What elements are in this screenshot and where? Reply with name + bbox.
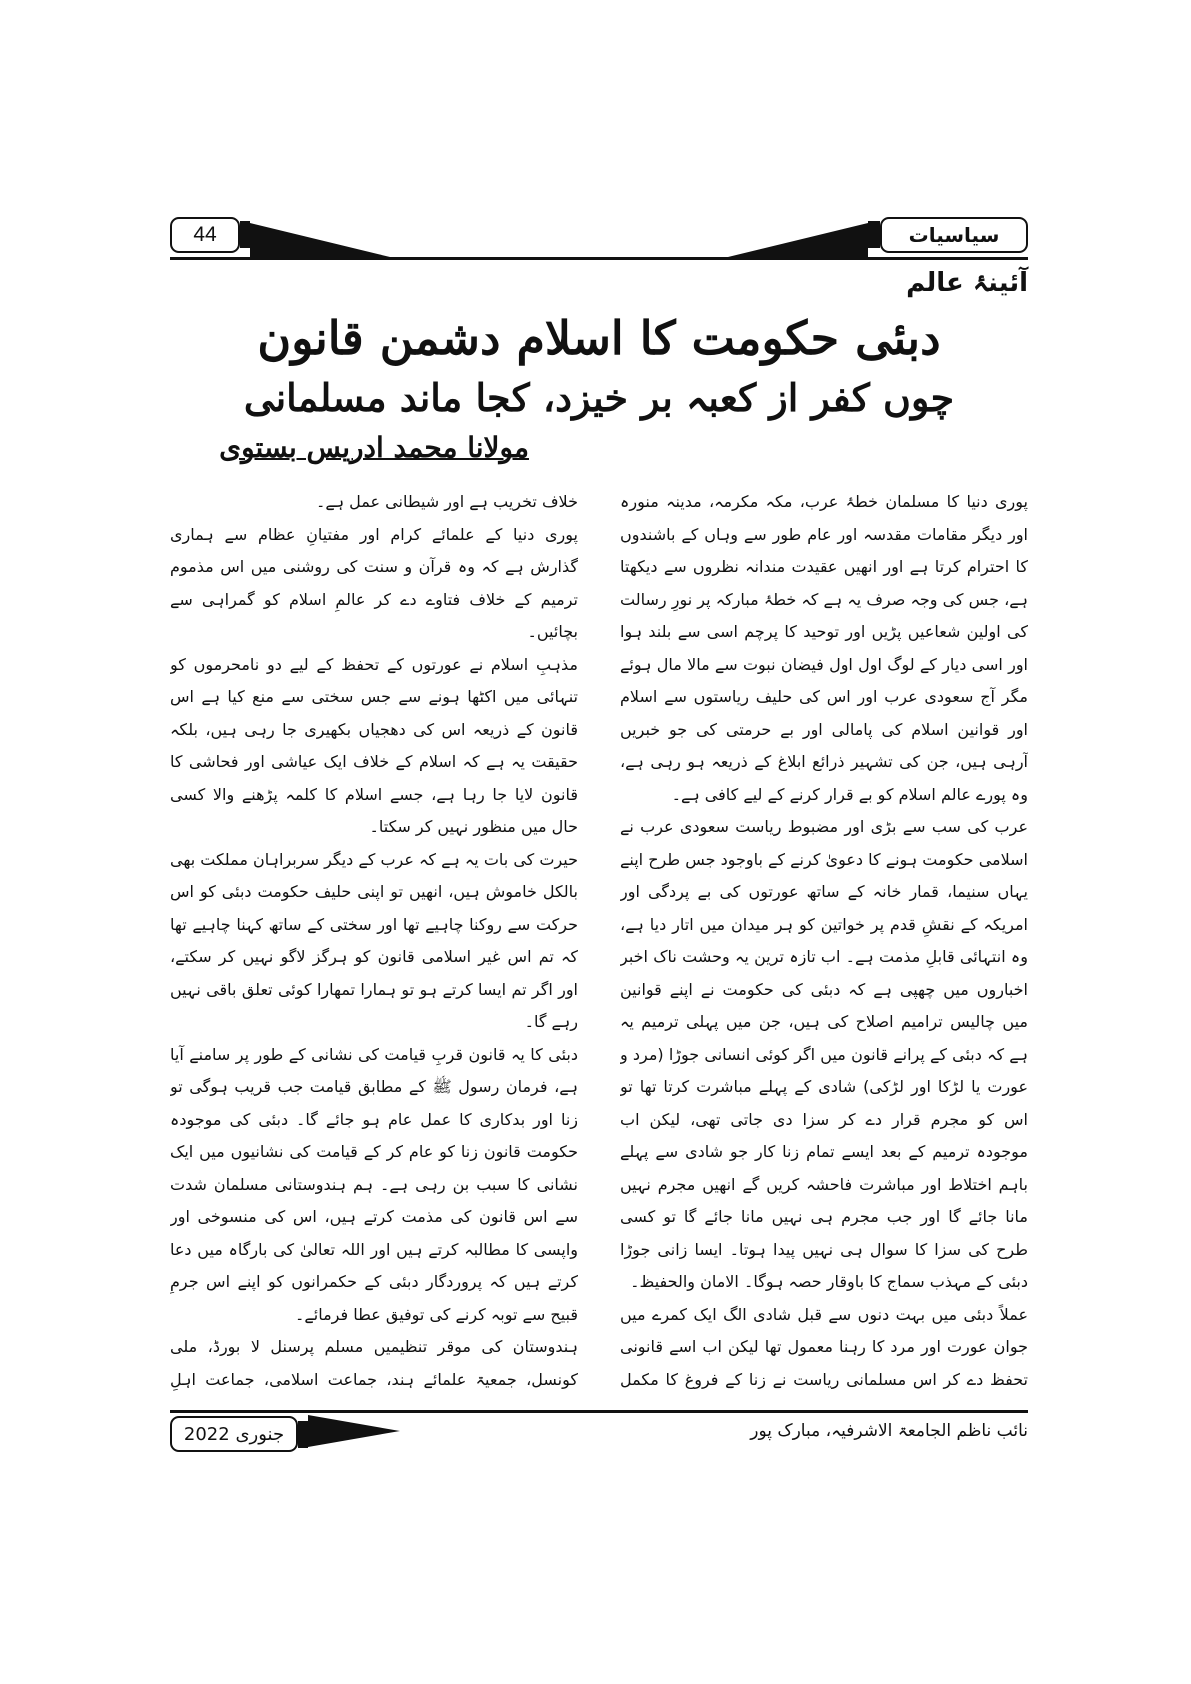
paragraph: حیرت کی بات یہ ہے کہ عرب کے دیگر سربراہان مملکت بھی بالکل خاموش ہیں، انھیں تو اپنی حلیف حکومت دبئی کو اس حرکت سے روکنا چاہیے تھا اور سختی کے ساتھ کہنا چاہیے تھا کہ تم اس غیر اسلامی قانون کو ہرگز لاگو نہیں کر سکتے، اور اگر تم ایسا کرتے ہو تو ہمارا تمھارا کوئی تعلق باقی نہیں رہے گا۔ <box>170 849 578 1031</box>
page-number-tab <box>240 221 250 248</box>
paragraph: عملاً دبئی میں بہت دنوں سے قبل شادی الگ ایک کمرے میں جوان عورت اور مرد کا رہنا معمول تھا لیکن اب اسے قانونی تحفظ دے کر اس مسلمانی ریاست نے زنا کے فروغ کا مکمل <box>620 1304 1028 1389</box>
header-wedge-right <box>728 223 868 257</box>
paragraph: پوری دنیا کا مسلمان خطۂ عرب، مکہ مکرمہ، مدینہ منورہ اور دیگر مقامات مقدسہ اور عام طور سے وہاں کے باشندوں کا احترام کرتا ہے اور انھیں عقیدت مندانہ نظروں سے دیکھتا ہے، جس کی وجہ صرف یہ ہے کہ خطۂ مبارکہ پر نورِ رسالت کی اولین شعاعیں پڑیں اور توحید کا پرچم اسی سے بلند ہوا اور اسی دیار کے لوگ اول اول فیضان نبوت سے مالا مال ہوئے مگر آج سعودی عرب اور اس کی حلیف ریاستوں سے اسلام اور قوانین اسلام کی پامالی اور بے حرمتی کی جو خبریں آرہی ہیں، جن کی تشہیر ذرائع ابلاغ کے ذریعہ ہو رہی ہے، وہ پورے عالم اسلام کو بے قرار کرنے کے لیے کافی ہے۔ <box>620 492 1028 804</box>
page-number-box <box>170 217 240 253</box>
article-column-right <box>620 486 1028 1396</box>
footer-wedge <box>308 1415 400 1447</box>
header-rule <box>170 257 1028 260</box>
paragraph: دبئی کا یہ قانون قربِ قیامت کی نشانی کے طور پر سامنے آیا ہے، فرمان رسول ﷺ کے مطابق قیامت جب قریب ہوگی تو زنا اور بدکاری کا عمل عام ہو جائے گا۔ دبئی کی موجودہ حکومت قانون زنا کو عام کر کے قیامت کی نشانیوں میں ایک نشانی کا سبب بن رہی ہے۔ ہم ہندوستانی مسلمان شدت سے اس قانون کی مذمت کرتے ہیں، اس کی منسوخی اور واپسی کا مطالبہ کرتے ہیں اور اللہ تعالیٰ کی بارگاہ میں دعا کرتے ہیں کہ پروردگار دبئی کے حکمرانوں کو اپنے اس جرمِ قبیح سے توبہ کرنے کی توفیق عطا فرمائے۔ <box>170 1044 578 1324</box>
article-column-left <box>170 486 578 1396</box>
issue-date-tab <box>298 1421 308 1448</box>
issue-date-box <box>170 1416 298 1452</box>
section-tab <box>868 221 880 248</box>
page-number: 44 <box>193 223 217 246</box>
issue-date: جنوری 2022 <box>183 1423 285 1445</box>
paragraph: پوری دنیا کے علمائے کرام اور مفتیانِ عظام سے ہماری گذارش ہے کہ وہ قرآن و سنت کی روشنی میں اس مذموم ترمیم کے خلاف فتاوے دے کر عالمِ اسلام کو گمراہی سے بچائیں۔ <box>170 524 578 641</box>
section-label-box <box>880 217 1028 253</box>
article-author: مولانا محمد ادریس بستوی <box>219 431 529 464</box>
footer-rule <box>170 1410 1028 1413</box>
header-wedge-left <box>250 223 390 257</box>
author-credit: نائب ناظم الجامعۃ الاشرفیہ، مبارک پور <box>750 1421 1028 1441</box>
article-title: دبئی حکومت کا اسلام دشمن قانون <box>257 311 941 365</box>
paragraph: عرب کی سب سے بڑی اور مضبوط ریاست سعودی عرب نے اسلامی حکومت ہونے کا دعویٰ کرنے کے باوجود جس طرح اپنے یہاں سنیما، قمار خانہ کے ساتھ عورتوں کی بے پردگی اور امریکہ کے نقشِ قدم پر خواتین کو ہر میدان میں اتار دیا ہے، وہ انتہائی قابلِ مذمت ہے۔ اب تازہ ترین یہ وحشت ناک اخبر اخباروں میں چھپی ہے کہ دبئی کی حکومت نے اپنے قوانین میں چالیس ترامیم اصلاح کی ہیں، جن میں پہلی ترمیم یہ ہے کہ دبئی کے پرانے قانون میں اگر کوئی انسانی جوڑا (مرد و عورت یا لڑکا اور لڑکی) شادی کے پہلے مباشرت کرتا تھا تو اس کو مجرم قرار دے کر سزا دی جاتی تھی، لیکن اب موجودہ ترمیم کے بعد ایسے تمام زنا کار جو شادی سے پہلے باہم اختلاط اور مباشرت فاحشہ کریں گے انھیں مجرم نہیں مانا جائے گا اور جب مجرم ہی نہیں مانا جائے گا تو کسی طرح کی سزا کا سوال ہی نہیں پیدا ہوتا۔ ایسا زانی جوڑا دبئی کے مہذب سماج کا باوقار حصہ ہوگا۔ الامان والحفیظ۔ <box>620 817 1028 1291</box>
article-subtitle: چوں کفر از کعبہ بر خیزد، کجا ماند مسلمانی <box>243 375 955 420</box>
paragraph: ہندوستان کی موقر تنظیمیں مسلم پرسنل لا بورڈ، ملی کونسل، جمعیۃ علمائے ہند، جماعت اسلامی، جماعت اہلِ <box>170 1337 578 1389</box>
category-label: آئینۂ عالم <box>906 268 1028 298</box>
paragraph: خلاف تخریب ہے اور شیطانی عمل ہے۔ <box>315 492 578 511</box>
section-label: سیاسیات <box>908 223 1000 247</box>
paragraph: مذہبِ اسلام نے عورتوں کے تحفظ کے لیے دو نامحرموں کو تنہائی میں اکٹھا ہونے سے جس سختی سے منع کیا ہے اس قانون کے ذریعہ اس کی دھجیاں بکھیری جا رہی ہیں، بلکہ حقیقت یہ ہے کہ اسلام کے خلاف ایک عیاشی اور فحاشی کا قانون لایا جا رہا ہے، جسے اسلام کا کلمہ پڑھنے والا کسی حال میں منظور نہیں کر سکتا۔ <box>170 654 578 836</box>
